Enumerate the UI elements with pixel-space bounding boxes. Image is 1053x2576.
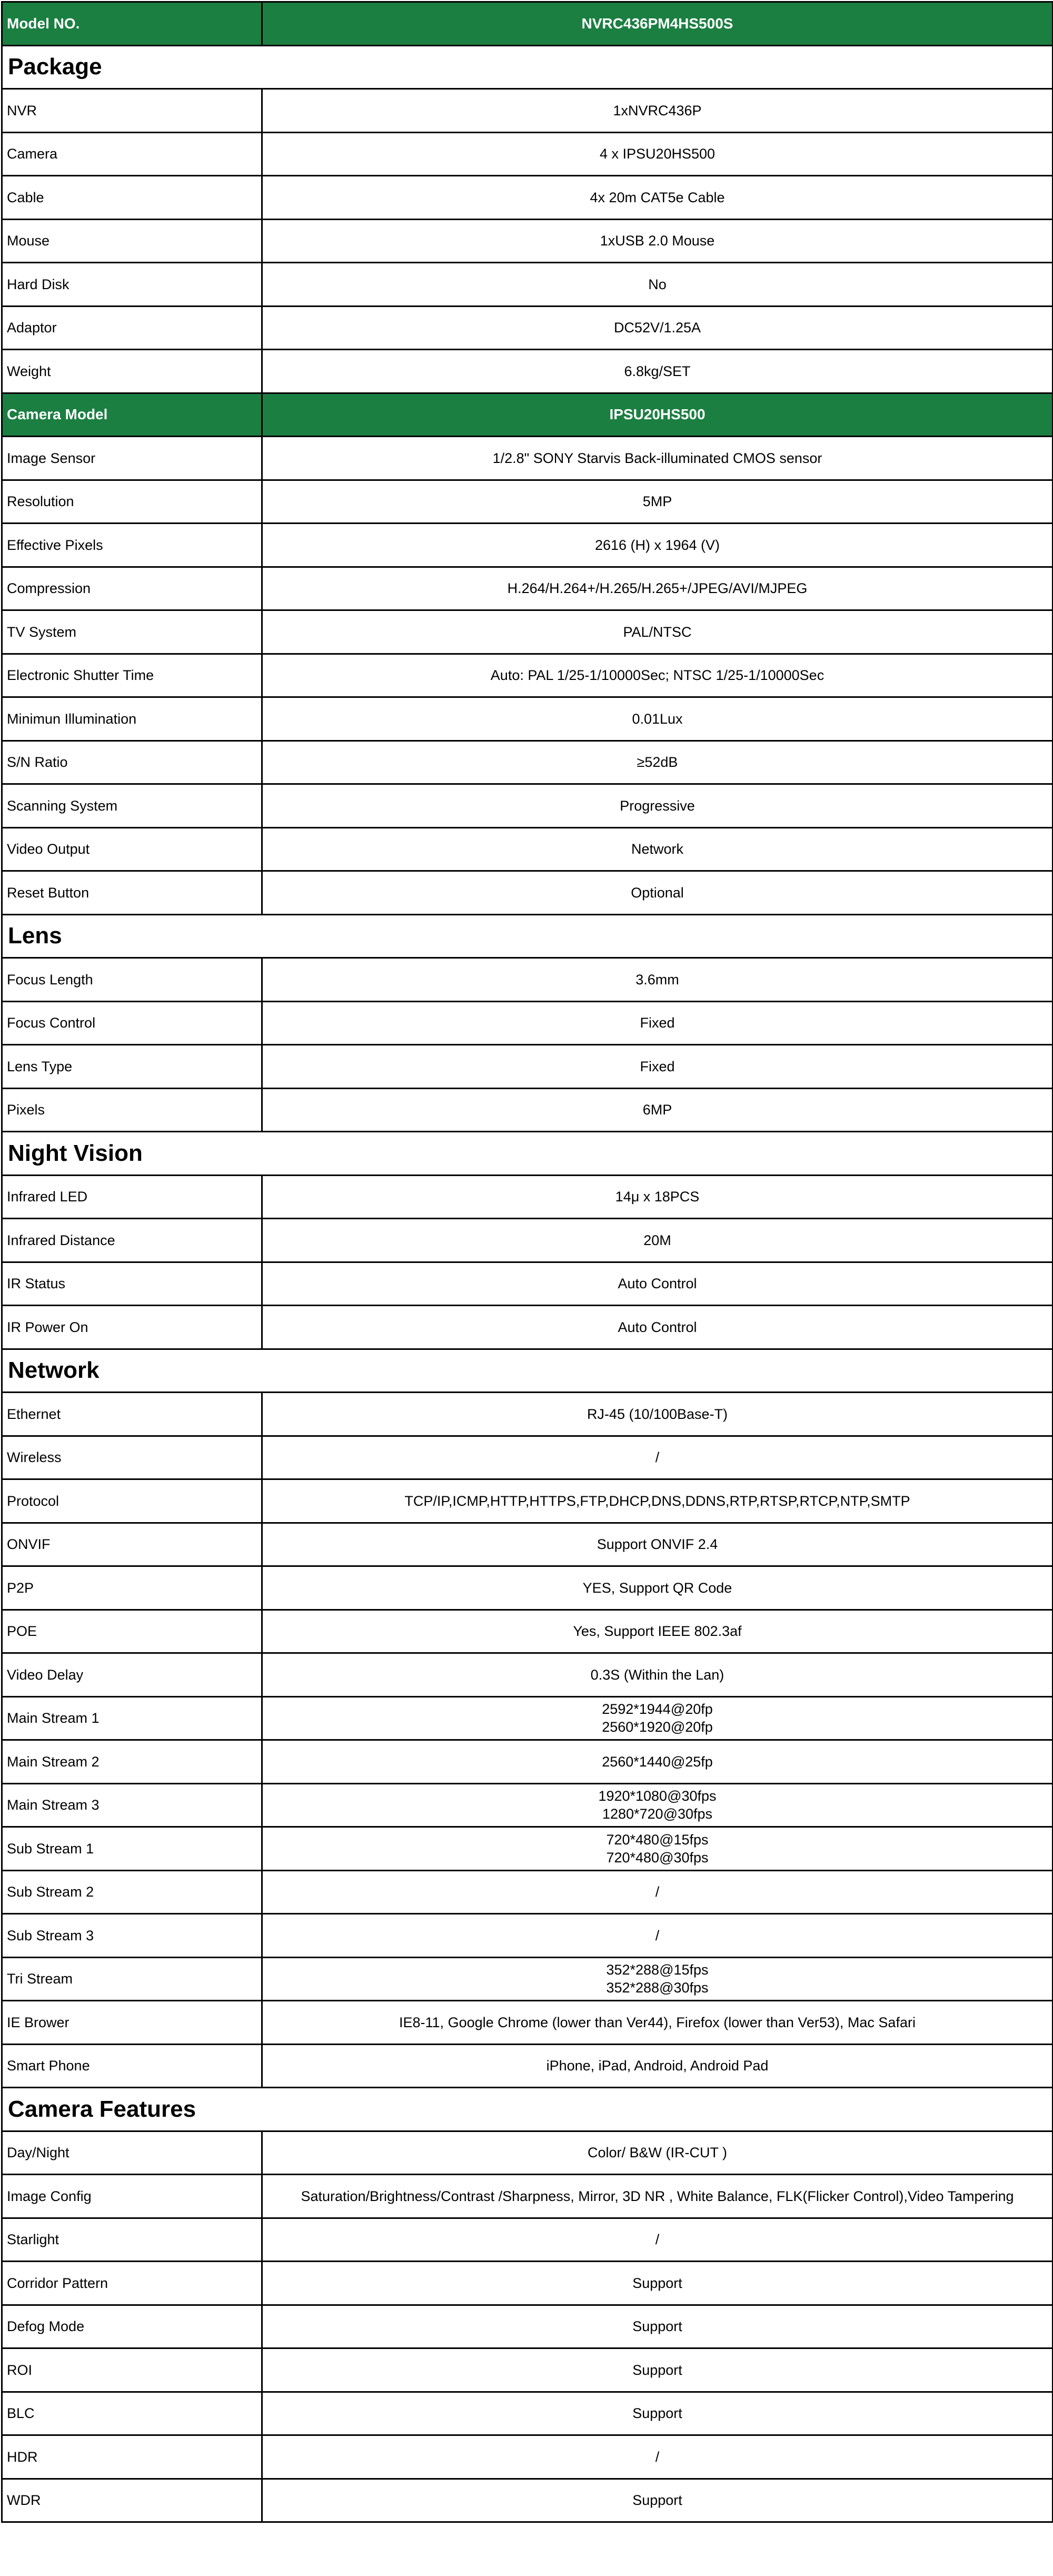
section-package [2, 45, 1053, 89]
spec-label: Wireless [2, 1436, 262, 1479]
spec-label: Scanning System [2, 784, 262, 828]
spec-label: Lens Type [2, 1045, 262, 1089]
spec-value: Auto: PAL 1/25-1/10000Sec; NTSC 1/25-1/10000Sec [262, 654, 1053, 697]
spec-value: H.264/H.264+/H.265/H.265+/JPEG/AVI/MJPEG [262, 567, 1053, 610]
spec-label: Focus Control [2, 1001, 262, 1045]
spec-value: Optional [262, 871, 1053, 915]
spec-label: Hard Disk [2, 263, 262, 307]
spec-row [2, 1306, 1053, 1349]
spec-value: iPhone, iPad, Android, Android Pad [262, 2044, 1053, 2088]
spec-label: IR Status [2, 1262, 262, 1306]
spec-row [2, 1001, 1053, 1045]
spec-value: 1/2.8" SONY Starvis Back-illuminated CMOS sensor [262, 437, 1053, 480]
spec-label: WDR [2, 2479, 262, 2522]
spec-value-line: 720*480@30fps [606, 1849, 709, 1866]
spec-row [2, 1696, 1053, 1740]
spec-value: / [262, 1870, 1053, 1914]
spec-value: RJ-45 (10/100Base-T) [262, 1393, 1053, 1436]
spec-value: 1xNVRC436P [262, 89, 1053, 133]
spec-label: Image Config [2, 2175, 262, 2218]
spec-label: Focus Length [2, 958, 262, 1002]
spec-label: Camera [2, 132, 262, 176]
spec-label: S/N Ratio [2, 741, 262, 784]
spec-row [2, 1436, 1053, 1479]
spec-value: 2560*1440@25fp [262, 1740, 1053, 1784]
spec-value: Color/ B&W (IR-CUT ) [262, 2131, 1053, 2175]
spec-value: / [262, 2435, 1053, 2479]
spec-row [2, 1175, 1053, 1219]
spec-value: 20M [262, 1219, 1053, 1262]
spec-value: Fixed [262, 1045, 1053, 1089]
spec-row [2, 2435, 1053, 2479]
spec-value-line: 352*288@15fps [606, 1962, 709, 1978]
spec-value: 3.6mm [262, 958, 1053, 1002]
spec-value: Fixed [262, 1001, 1053, 1045]
spec-value: 14μ x 18PCS [262, 1175, 1053, 1219]
spec-label: Minimun Illumination [2, 697, 262, 741]
spec-label: Electronic Shutter Time [2, 654, 262, 697]
spec-value-line: 352*288@30fps [606, 1980, 709, 1996]
spec-value: 6MP [262, 1088, 1053, 1132]
section-title: Night Vision [2, 1132, 1053, 1176]
spec-row [2, 1957, 1053, 2001]
spec-row [2, 1523, 1053, 1566]
spec-value: 1xUSB 2.0 Mouse [262, 219, 1053, 263]
spec-label: Mouse [2, 219, 262, 263]
spec-row [2, 2305, 1053, 2348]
spec-value [262, 1696, 1053, 1740]
spec-row [2, 1566, 1053, 1610]
spec-row [2, 827, 1053, 871]
spec-row [2, 176, 1053, 220]
spec-row [2, 697, 1053, 741]
spec-value [262, 1783, 1053, 1827]
spec-label: Corridor Pattern [2, 2262, 262, 2305]
spec-row [2, 1610, 1053, 1653]
spec-label: Weight [2, 350, 262, 393]
spec-row [2, 89, 1053, 133]
spec-row [2, 784, 1053, 828]
section-title: Camera Features [2, 2088, 1053, 2131]
spec-row [2, 306, 1053, 350]
spec-row [2, 1653, 1053, 1697]
spec-value: Auto Control [262, 1262, 1053, 1306]
spec-label: Protocol [2, 1479, 262, 1523]
spec-row [2, 1740, 1053, 1784]
spec-label: Sub Stream 1 [2, 1827, 262, 1871]
spec-label: Day/Night [2, 2131, 262, 2175]
spec-value: ≥52dB [262, 741, 1053, 784]
spec-value: / [262, 1914, 1053, 1958]
spec-label: Video Output [2, 827, 262, 871]
spec-table-body [2, 2, 1053, 2522]
spec-row [2, 350, 1053, 393]
spec-value: 6.8kg/SET [262, 350, 1053, 393]
section-camera-features [2, 2088, 1053, 2131]
spec-row [2, 1914, 1053, 1958]
spec-label: Sub Stream 3 [2, 1914, 262, 1958]
spec-label: IR Power On [2, 1306, 262, 1349]
section-lens [2, 914, 1053, 958]
spec-row [2, 132, 1053, 176]
model-value: NVRC436PM4HS500S [262, 2, 1053, 46]
spec-row [2, 654, 1053, 697]
spec-row [2, 437, 1053, 480]
spec-row [2, 2392, 1053, 2435]
spec-row [2, 958, 1053, 1002]
spec-value: Support ONVIF 2.4 [262, 1523, 1053, 1566]
spec-value: Yes, Support IEEE 802.3af [262, 1610, 1053, 1653]
spec-label: Effective Pixels [2, 524, 262, 567]
spec-label: Main Stream 2 [2, 1740, 262, 1784]
spec-value: Support [262, 2262, 1053, 2305]
model-header-row [2, 2, 1053, 46]
spec-value: PAL/NTSC [262, 610, 1053, 654]
spec-row [2, 1870, 1053, 1914]
spec-value: 4 x IPSU20HS500 [262, 132, 1053, 176]
spec-label: BLC [2, 2392, 262, 2435]
spec-row [2, 567, 1053, 610]
spec-row [2, 2175, 1053, 2218]
spec-value: 0.01Lux [262, 697, 1053, 741]
section-title: Network [2, 1349, 1053, 1393]
spec-value: 5MP [262, 480, 1053, 524]
spec-label: ROI [2, 2348, 262, 2392]
spec-label: TV System [2, 610, 262, 654]
section-night-vision [2, 1132, 1053, 1176]
spec-value: Saturation/Brightness/Contrast /Sharpness, Mirror, 3D NR , White Balance, FLK(Flicker Control),Video Tampering [262, 2175, 1053, 2218]
spec-value: TCP/IP,ICMP,HTTP,HTTPS,FTP,DHCP,DNS,DDNS,RTP,RTSP,RTCP,NTP,SMTP [262, 1479, 1053, 1523]
spec-row [2, 524, 1053, 567]
spec-label: Adaptor [2, 306, 262, 350]
spec-row [2, 2348, 1053, 2392]
spec-label: Image Sensor [2, 437, 262, 480]
spec-value-line: 2592*1944@20fp [602, 1701, 713, 1718]
spec-value: / [262, 2218, 1053, 2262]
spec-row [2, 1393, 1053, 1436]
camera-model-value: IPSU20HS500 [262, 393, 1053, 437]
spec-label: ONVIF [2, 1523, 262, 1566]
spec-value [262, 1827, 1053, 1871]
spec-value: 0.3S (Within the Lan) [262, 1653, 1053, 1697]
spec-label: HDR [2, 2435, 262, 2479]
spec-label: NVR [2, 89, 262, 133]
spec-row [2, 2131, 1053, 2175]
spec-value: IE8-11, Google Chrome (lower than Ver44), Firefox (lower than Ver53), Mac Safari [262, 2001, 1053, 2045]
spec-value: / [262, 1436, 1053, 1479]
spec-row [2, 1827, 1053, 1871]
spec-row [2, 1088, 1053, 1132]
spec-row [2, 2001, 1053, 2045]
spec-row [2, 219, 1053, 263]
spec-value-line: 720*480@15fps [606, 1831, 709, 1848]
spec-label: POE [2, 1610, 262, 1653]
spec-label: Ethernet [2, 1393, 262, 1436]
spec-value-line: 1280*720@30fps [602, 1806, 713, 1822]
spec-label: Smart Phone [2, 2044, 262, 2088]
spec-label: Starlight [2, 2218, 262, 2262]
spec-value: No [262, 263, 1053, 307]
spec-table [1, 1, 1053, 2523]
spec-value: 2616 (H) x 1964 (V) [262, 524, 1053, 567]
spec-label: Tri Stream [2, 1957, 262, 2001]
spec-row [2, 741, 1053, 784]
spec-row [2, 1045, 1053, 1089]
spec-label: Resolution [2, 480, 262, 524]
section-title: Lens [2, 914, 1053, 958]
spec-value: YES, Support QR Code [262, 1566, 1053, 1610]
spec-row [2, 1262, 1053, 1306]
spec-row [2, 480, 1053, 524]
spec-label: Video Delay [2, 1653, 262, 1697]
spec-label: IE Brower [2, 2001, 262, 2045]
spec-row [2, 1479, 1053, 1523]
spec-value-line: 1920*1080@30fps [598, 1788, 717, 1804]
spec-value: 4x 20m CAT5e Cable [262, 176, 1053, 220]
spec-row [2, 1783, 1053, 1827]
spec-label: Main Stream 1 [2, 1696, 262, 1740]
spec-row [2, 610, 1053, 654]
spec-value: Progressive [262, 784, 1053, 828]
spec-row [2, 871, 1053, 915]
spec-row [2, 2044, 1053, 2088]
spec-label: Infrared Distance [2, 1219, 262, 1262]
spec-value-line: 2560*1920@20fp [602, 1719, 713, 1735]
spec-label: Compression [2, 567, 262, 610]
model-label: Model NO. [2, 2, 262, 46]
spec-row [2, 1219, 1053, 1262]
spec-value: DC52V/1.25A [262, 306, 1053, 350]
spec-label: P2P [2, 1566, 262, 1610]
section-network [2, 1349, 1053, 1393]
spec-label: Main Stream 3 [2, 1783, 262, 1827]
spec-row [2, 2218, 1053, 2262]
spec-label: Pixels [2, 1088, 262, 1132]
spec-value [262, 1957, 1053, 2001]
section-title: Package [2, 45, 1053, 89]
spec-label: Defog Mode [2, 2305, 262, 2348]
spec-label: Cable [2, 176, 262, 220]
spec-row [2, 263, 1053, 307]
spec-value: Support [262, 2305, 1053, 2348]
spec-value: Support [262, 2392, 1053, 2435]
spec-label: Infrared LED [2, 1175, 262, 1219]
spec-row [2, 2262, 1053, 2305]
spec-value: Support [262, 2348, 1053, 2392]
spec-label: Sub Stream 2 [2, 1870, 262, 1914]
camera-model-label: Camera Model [2, 393, 262, 437]
spec-value: Auto Control [262, 1306, 1053, 1349]
spec-value: Support [262, 2479, 1053, 2522]
spec-value: Network [262, 827, 1053, 871]
camera-model-header-row [2, 393, 1053, 437]
spec-label: Reset Button [2, 871, 262, 915]
spec-row [2, 2479, 1053, 2522]
